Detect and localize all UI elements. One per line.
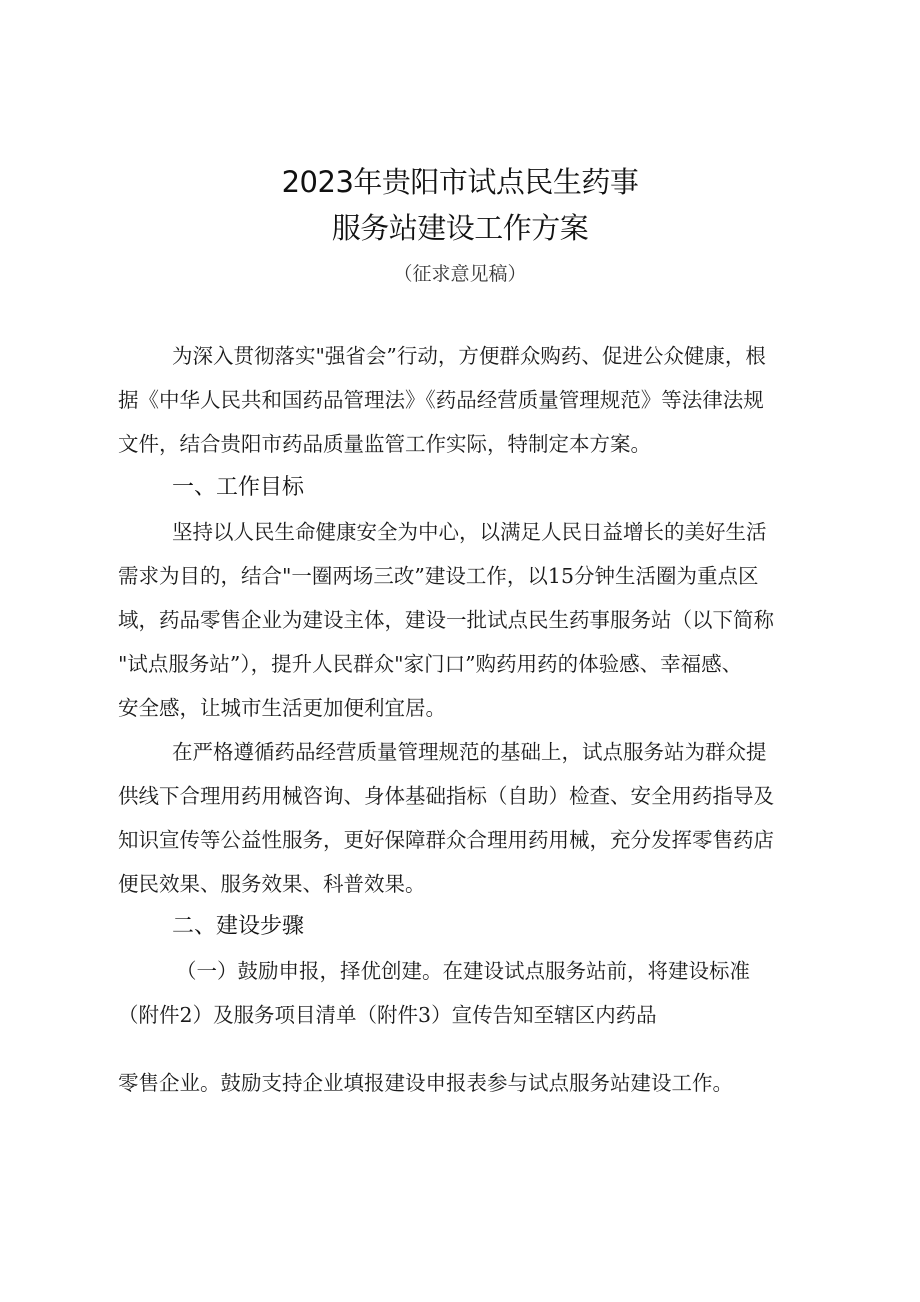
intro-line-2: 据《中华人民共和国药品管理法》《药品经营质量管理规范》等法律法规 xyxy=(118,388,764,412)
section-heading-steps: 二、建设步骤 xyxy=(172,914,305,939)
goals-para2-line-4: 便民效果、服务效果、科普效果。 xyxy=(118,872,426,896)
steps-item1-line-2: （附件2）及服务项目清单（附件3）宣传告知至辖区内药品 xyxy=(118,1003,657,1027)
document-title-line2: 服务站建设工作方案 xyxy=(331,211,589,245)
goals-para2-line-3: 知识宣传等公益性服务，更好保障群众合理用药用械，充分发挥零售药店 xyxy=(118,828,774,852)
section-heading-goals: 一、工作目标 xyxy=(172,475,305,500)
goals-para2-line-2: 供线下合理用药用械咨询、身体基础指标（自助）检查、安全用药指导及 xyxy=(118,784,774,808)
goals-para1-line-2: 需求为目的，结合"一圈两场三改”建设工作，以15分钟生活圈为重点区 xyxy=(118,564,759,588)
steps-item1-line-3: 零售企业。鼓励支持企业填报建设申报表参与试点服务站建设工作。 xyxy=(118,1071,733,1095)
intro-line-1: 为深入贯彻落实"强省会”行动，方便群众购药、促进公众健康，根 xyxy=(172,344,766,368)
goals-para1-line-1: 坚持以人民生命健康安全为中心，以满足人民日益增长的美好生活 xyxy=(172,520,767,544)
goals-para1-line-4: "试点服务站”），提升人民群众"家门口”购药用药的体验感、幸福感、 xyxy=(118,652,743,676)
intro-line-3: 文件，结合贵阳市药品质量监管工作实际，特制定本方案。 xyxy=(118,432,651,456)
goals-para1-line-5: 安全感，让城市生活更加便利宜居。 xyxy=(118,696,446,720)
goals-para2-line-1: 在严格遵循药品经营质量管理规范的基础上，试点服务站为群众提 xyxy=(172,740,767,764)
document-title-line1: 2023年贵阳市试点民生药事 xyxy=(281,165,639,199)
document-subtitle: （征求意见稿） xyxy=(393,263,527,285)
goals-para1-line-3: 域，药品零售企业为建设主体，建设一批试点民生药事服务站（以下简称 xyxy=(118,608,774,632)
steps-item1-line-1: （一）鼓励申报，择优创建。在建设试点服务站前，将建设标准 xyxy=(176,959,750,983)
